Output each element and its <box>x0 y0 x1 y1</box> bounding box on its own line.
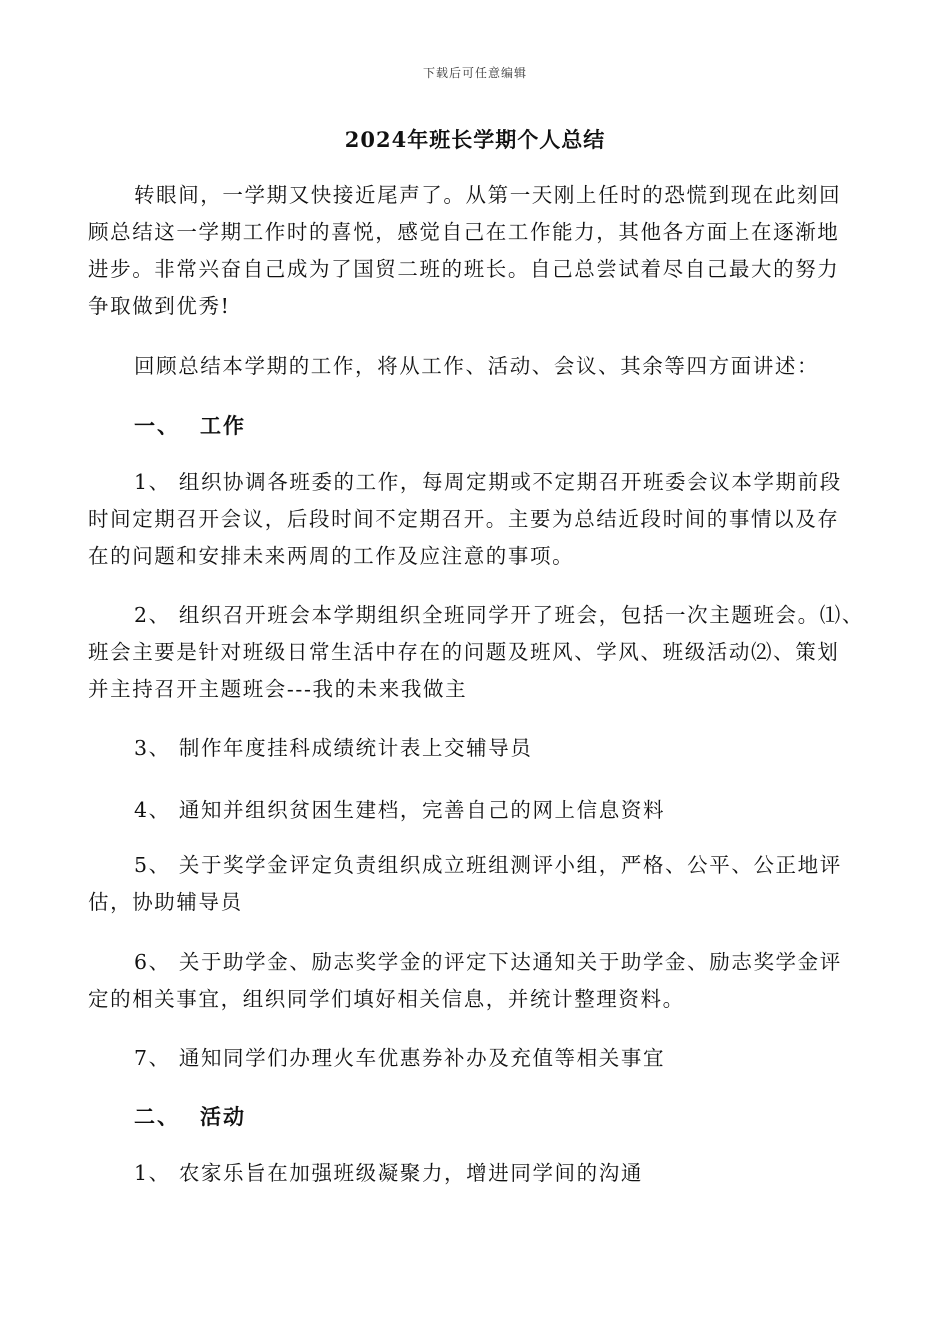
item-line: 并主持召开主题班会---我的未来我做主 <box>88 677 468 701</box>
item-line: 估，协助辅导员 <box>88 890 243 914</box>
work-item-2 <box>88 597 864 708</box>
intro-line: 顾总结这一学期工作时的喜悦，感觉自己在工作能力，其他各方面上在逐渐地 <box>88 220 840 244</box>
item-line: 在的问题和安排未来两周的工作及应注意的事项。 <box>88 544 575 568</box>
header-note: 下载后可任意编辑 <box>422 66 527 80</box>
section-number: 二、 <box>134 1104 180 1129</box>
intro-line: 争取做到优秀! <box>88 294 231 318</box>
section-title: 活动 <box>200 1104 246 1129</box>
work-item-1 <box>88 464 858 575</box>
document-title: 2024年班长学期个人总结 <box>344 127 606 152</box>
intro-paragraph <box>88 177 858 325</box>
item-line: 1、 组织协调各班委的工作，每周定期或不定期召开班委会议本学期前段 <box>134 470 842 494</box>
work-item-5 <box>88 847 858 921</box>
item-line: 班会主要是针对班级日常生活中存在的问题及班风、学风、班级活动⑵、策划 <box>88 640 840 664</box>
work-item-6 <box>88 944 858 1018</box>
work-item-3 <box>88 730 858 767</box>
section-heading-activities <box>134 1101 246 1131</box>
item-line: 时间定期召开会议，后段时间不定期召开。主要为总结近段时间的事情以及存 <box>88 507 840 531</box>
item-line: 4、 通知并组织贫困生建档，完善自己的网上信息资料 <box>134 798 666 822</box>
section-title: 工作 <box>200 413 246 438</box>
item-line: 定的相关事宜，组织同学们填好相关信息，并统计整理资料。 <box>88 987 685 1011</box>
intro-line: 转眼间，一学期又快接近尾声了。从第一天刚上任时的恐慌到现在此刻回 <box>134 183 842 207</box>
section-number: 一、 <box>134 413 180 438</box>
section-heading-work <box>134 410 246 440</box>
overview-line: 回顾总结本学期的工作，将从工作、活动、会议、其余等四方面讲述： <box>134 354 820 378</box>
overview-paragraph <box>88 348 858 385</box>
work-item-4 <box>88 792 858 829</box>
item-line: 6、 关于助学金、励志奖学金的评定下达通知关于助学金、励志奖学金评 <box>134 950 842 974</box>
activity-item-1 <box>88 1155 858 1192</box>
work-item-7 <box>88 1040 858 1077</box>
item-line: 3、 制作年度挂科成绩统计表上交辅导员 <box>134 736 533 760</box>
item-line: 5、 关于奖学金评定负责组织成立班组测评小组，严格、公平、公正地评 <box>134 853 842 877</box>
item-line: 7、 通知同学们办理火车优惠券补办及充值等相关事宜 <box>134 1046 666 1070</box>
item-line: 2、 组织召开班会本学期组织全班同学开了班会，包括一次主题班会。⑴、 <box>134 603 864 627</box>
intro-line: 进步。非常兴奋自己成为了国贸二班的班长。自己总尝试着尽自己最大的努力 <box>88 257 840 281</box>
item-line: 1、 农家乐旨在加强班级凝聚力，增进同学间的沟通 <box>134 1161 643 1185</box>
